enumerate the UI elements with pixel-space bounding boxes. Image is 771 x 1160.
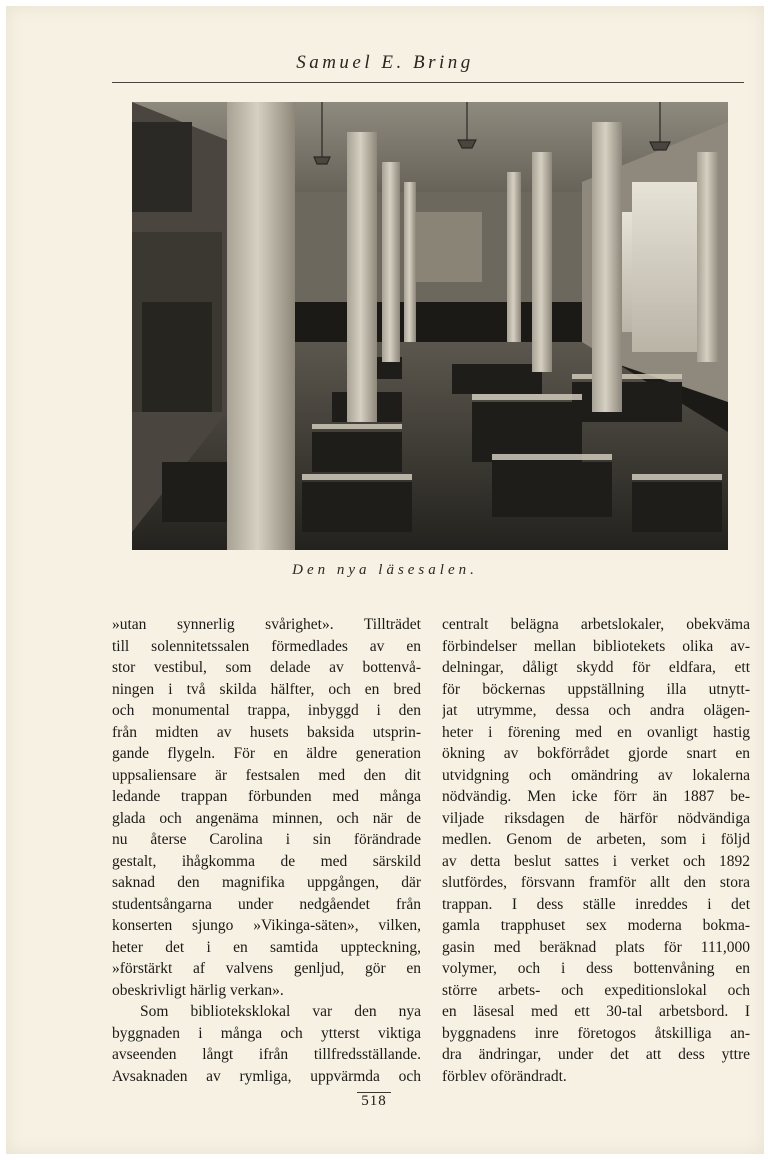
text-line: gande flygeln. För en äldre generation — [112, 745, 421, 762]
page-number — [6, 1092, 764, 1110]
text-line: byggnaden i många och ytterst viktiga — [112, 1024, 421, 1042]
text-line: uppsaliensare är festsalen med den dit — [112, 766, 421, 784]
text-line: Som biblioteksklokal var den nya — [140, 1003, 421, 1020]
text-line: nu återse Carolina i sin förändrade — [112, 831, 421, 848]
header-rule — [112, 82, 744, 83]
text-line: gestalt, ihågkomma de med särskild — [112, 852, 421, 870]
text-line: heter det i en samtida uppteckning, — [112, 938, 421, 956]
text-line: ökning av bokförrådet gjorde snart en — [442, 745, 750, 762]
text-line: nödvändig. Men icke förr än 1887 be- — [442, 788, 750, 805]
text-line: trappan. I dess ställe inreddes i det — [442, 895, 750, 913]
text-line: förblev oförändradt. — [442, 1067, 567, 1085]
text-line: Avsaknaden av rymliga, uppvärmda och — [112, 1067, 421, 1085]
text-line: stor vestibul, som delade av bottenvå- — [112, 659, 421, 676]
text-line: slutfördes, försvann framför allt den stora — [442, 874, 750, 891]
text-line: volymer, och i dess bottenvåning en — [442, 960, 750, 977]
text-line: »förstärkt af valvens genljud, gör en — [112, 960, 421, 977]
text-line: medlen. Genom de arbeten, som i följd — [442, 831, 750, 848]
text-line: konserten sjungo »Vikinga-säten», vilken, — [112, 917, 421, 934]
text-line: till solennitetssalen förmedlades av en — [112, 637, 421, 655]
page-number-value: 518 — [357, 1092, 391, 1110]
text-line: från midten av husets baksida utsprin- — [112, 723, 421, 741]
text-line: en läsesal med ett 30-tal arbetsbord. I — [442, 1003, 750, 1020]
text-line: studentsångarna under nedgåendet från — [112, 895, 421, 913]
text-line: heter i förening med en ovanligt hastig — [442, 723, 750, 741]
text-line: obeskrivligt härlig verkan». — [112, 981, 284, 999]
text-line: utvidgning och omändring av lokalerna — [442, 766, 750, 784]
text-line: för böckernas uppställning illa utnytt- — [442, 680, 750, 698]
left-text-column — [112, 614, 421, 1087]
right-text-column — [442, 614, 750, 1087]
text-line: ningen i två skilda hälfter, och en bred — [112, 680, 421, 698]
reading-room-photograph — [132, 102, 728, 550]
text-line: byggnadens inre företogos åtskilliga an- — [442, 1024, 750, 1042]
text-line: avseenden långt ifrån tillfredsställande. — [112, 1046, 421, 1063]
figure-caption: Den nya läsesalen. — [292, 562, 478, 578]
text-line: gamla trapphuset sex moderna bokma- — [442, 917, 750, 934]
text-line: glada och angenäma minnen, och när de — [112, 809, 421, 827]
text-line: viljade riksdagen de härför nödvändiga — [442, 809, 750, 827]
text-line: dra ändringar, under det att dess yttre — [442, 1046, 750, 1063]
text-line: och monumental trappa, inbyggd i den — [112, 702, 421, 719]
text-line: gasin med beräknad plats för 111,000 — [442, 938, 750, 956]
text-line: delningar, dåligt skydd för eldfara, ett — [442, 659, 750, 676]
text-line: större arbets- och expeditionslokal och — [442, 981, 750, 999]
text-line: av detta beslut sattes i verket och 1892 — [442, 852, 750, 870]
text-line: saknad den magnifika uppgången, där — [112, 874, 421, 891]
text-line: centralt belägna arbetslokaler, obekväma — [442, 616, 750, 633]
text-line: ledande trappan förbunden med många — [112, 788, 421, 805]
text-line: jat utrymme, dessa och andra olägen- — [442, 702, 750, 719]
text-line: »utan synnerlig svårighet». Tillträdet — [112, 616, 421, 633]
text-line: förbindelser mellan bibliotekets olika av- — [442, 637, 750, 655]
book-page — [6, 6, 764, 1154]
running-head: Samuel E. Bring — [296, 52, 474, 73]
